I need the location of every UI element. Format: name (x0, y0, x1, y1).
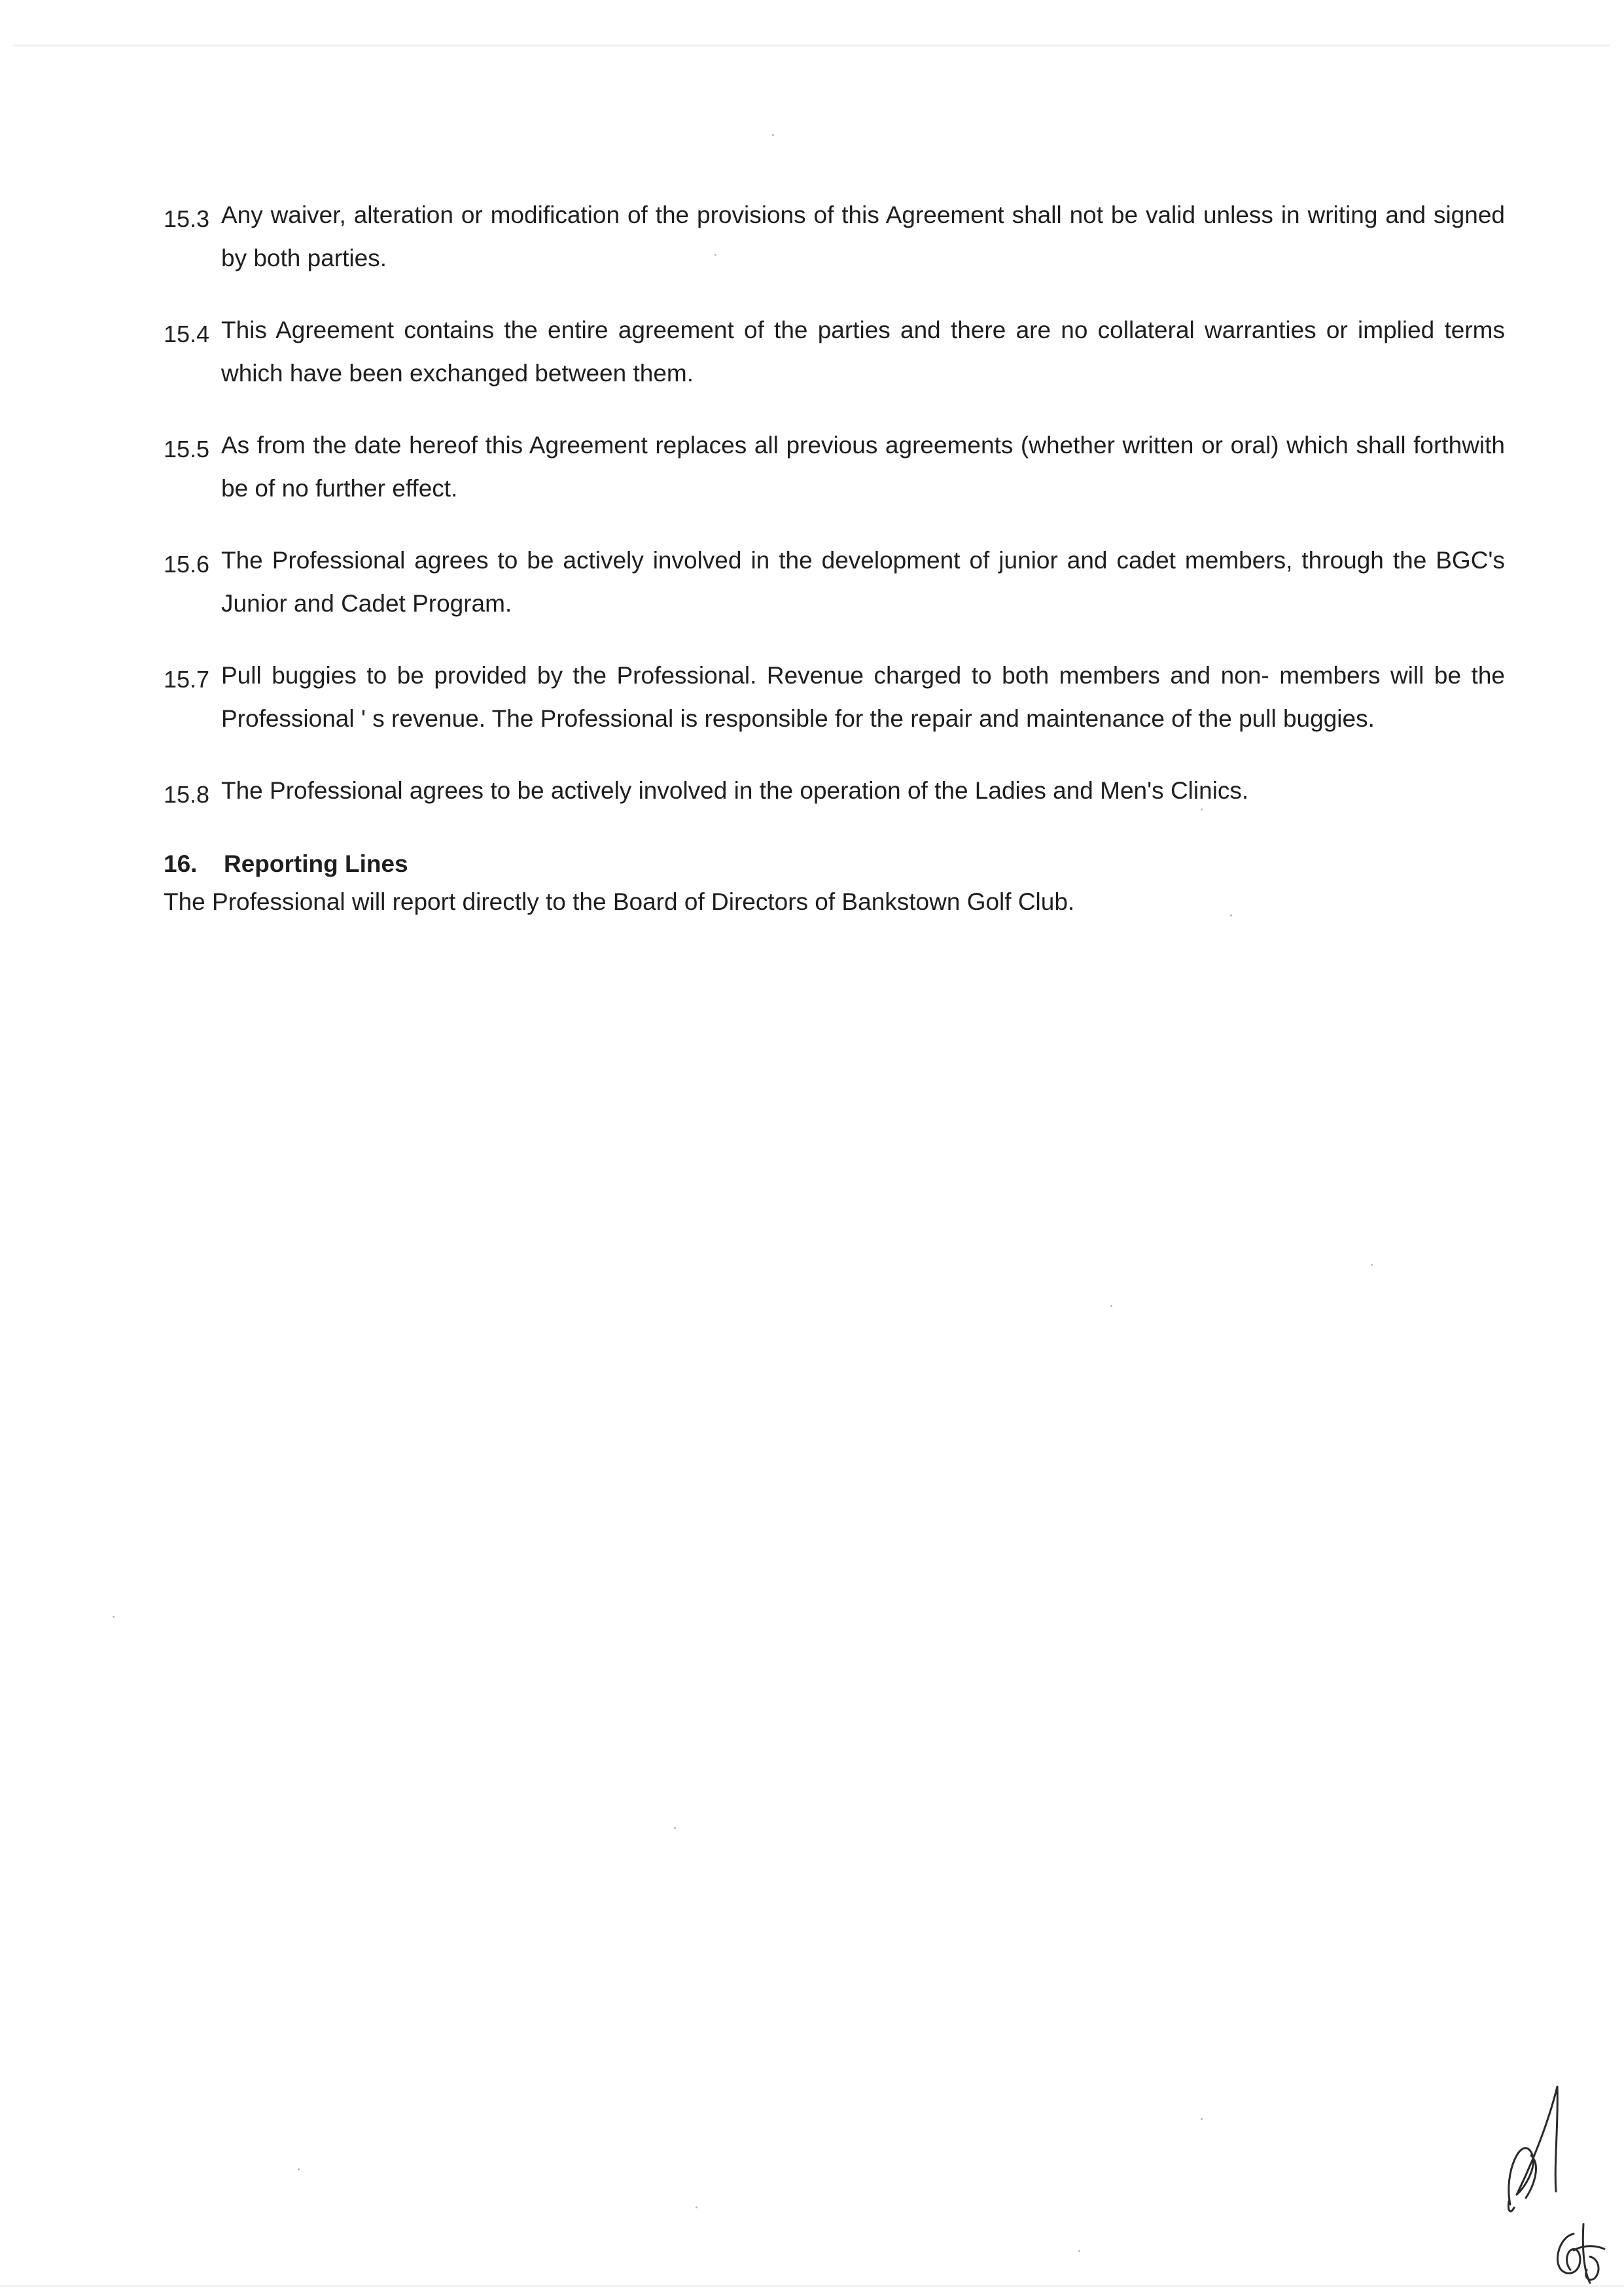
scan-edge-top (13, 44, 1610, 46)
section-16-heading (164, 845, 1505, 883)
scan-speck (772, 134, 774, 136)
clause-15-7 (164, 654, 1505, 740)
clause-15-8 (164, 769, 1505, 816)
clause-text: The Professional agrees to be actively involved in the operation of the Ladies and Men's Clinics. (221, 777, 1249, 804)
scan-speck (1201, 2118, 1203, 2120)
scan-speck (1230, 914, 1232, 916)
clause-15-6 (164, 539, 1505, 625)
section-title: Reporting Lines (224, 850, 408, 877)
clause-number: 15.5 (164, 436, 210, 462)
clause-number: 15.8 (164, 781, 210, 808)
scan-speck (1110, 1305, 1112, 1307)
clause-number: 15.4 (164, 321, 210, 347)
clause-text: Any waiver, alteration or modification of the provisions of this Agreement shall not be valid unless in writing and signed by both parties. (221, 201, 1505, 271)
scan-edge-bottom (0, 2285, 1624, 2287)
scan-speck (715, 254, 716, 256)
section-number: 16. (164, 850, 198, 877)
scan-speck (696, 2206, 697, 2208)
clause-text: As from the date hereof this Agreement replaces all previous agreements (whether written or oral) which shall forthwith be of no further effect. (221, 432, 1505, 502)
handwritten-initials-signature (1485, 2074, 1610, 2289)
clause-number: 15.6 (164, 551, 210, 578)
section-16-text: The Professional will report directly to the Board of Directors of Bankstown Golf Club. (164, 888, 1075, 915)
clause-number: 15.3 (164, 205, 210, 232)
clause-15-3 (164, 194, 1505, 280)
scan-speck (674, 1827, 676, 1829)
agreement-page-body (164, 194, 1505, 921)
clause-number: 15.7 (164, 666, 210, 693)
clause-15-4 (164, 309, 1505, 395)
scan-speck (1078, 2250, 1080, 2252)
clause-15-5 (164, 424, 1505, 510)
clause-text: Pull buggies to be provided by the Professional. Revenue charged to both members and non- members will be the Professional ' s revenue. The Professional is responsible for the repair and maintenance of the pull buggies. (221, 662, 1505, 732)
scan-speck (298, 2168, 300, 2170)
scan-speck (1201, 809, 1203, 810)
clause-text: This Agreement contains the entire agreement of the parties and there are no collateral warranties or implied terms which have been exchanged between them. (221, 317, 1505, 387)
clause-text: The Professional agrees to be actively involved in the development of junior and cadet members, through the BGC's Junior and Cadet Program. (221, 547, 1505, 617)
scan-speck (1371, 1264, 1373, 1266)
scan-speck (113, 1616, 115, 1618)
